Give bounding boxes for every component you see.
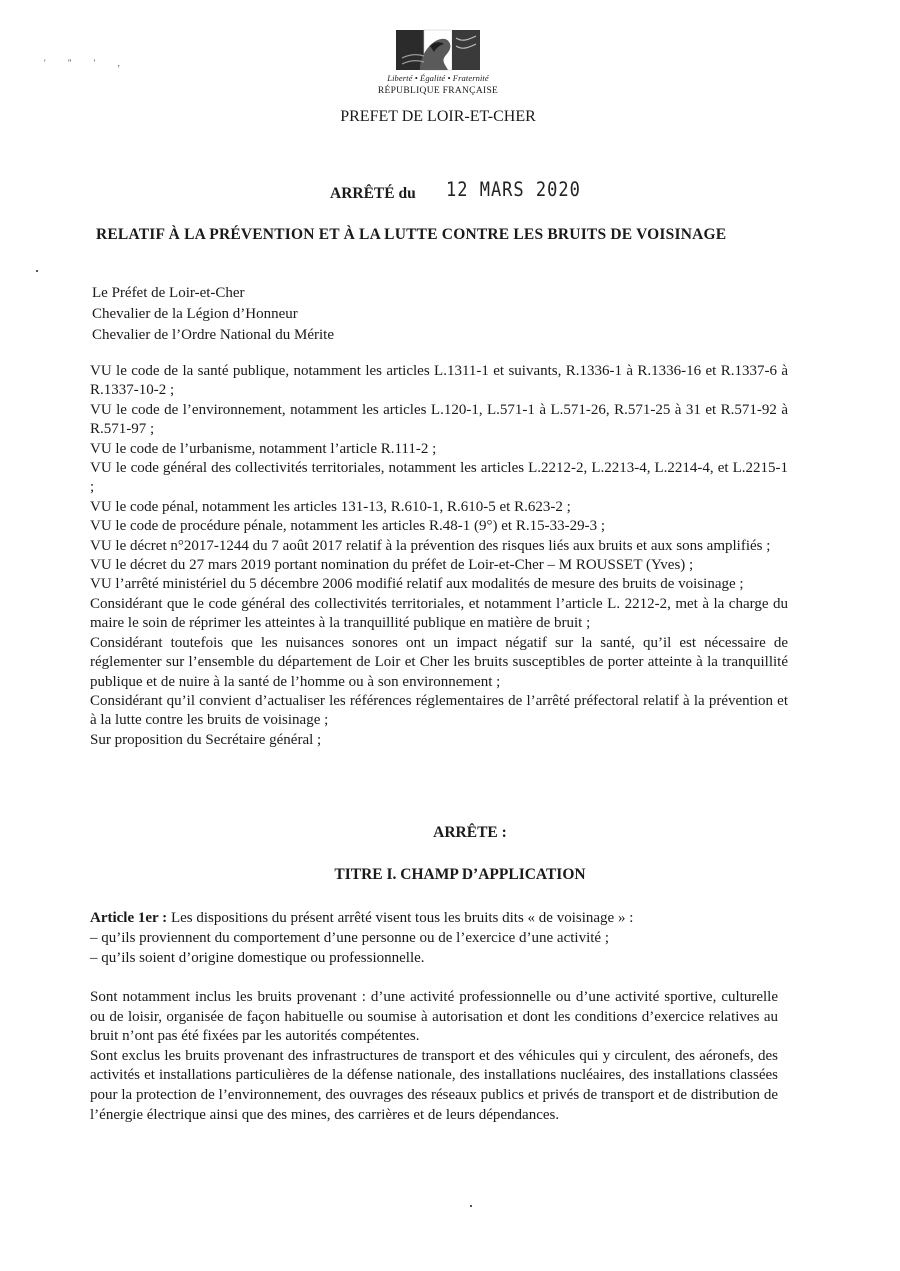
visa-item: VU l’arrêté ministériel du 5 décembre 2006 modifié relatif aux modalités de mesure des bruits de voisinage ; [90, 576, 744, 593]
scan-speck [470, 1205, 472, 1207]
considerant-item: Considérant qu’il convient d’actualiser les références réglementaires de l’arrêté préfectoral relatif à la prévention et à la lutte contre les bruits de voisinage ; [90, 692, 788, 729]
scope-paragraphs [90, 988, 778, 1125]
visa-item: VU le code général des collectivités territoriales, notamment les articles L.2212-2, L.2213-4, L.2214-4, et L.2215-1 ; [90, 460, 788, 496]
signatory-line: Le Préfet de Loir-et-Cher [92, 285, 245, 301]
prefecture-name: PREFET DE LOIR-ET-CHER [340, 108, 536, 125]
exclusions-paragraph: Sont exclus les bruits provenant des infrastructures de transport et des véhicules qui y circulent, des aéronefs, des activités et installations particulières de la défense nationale, des installations nucléaires, des installations classées pour la protection de l’environnement, des ouvrages des réseaux publics et privés de transport et de distribution de l’énergie électrique ainsi que des mines, des carrières et de leurs dépendances. [90, 1047, 778, 1123]
considerant-item: Considérant que le code général des collectivités territoriales, et notamment l’article L. 2212-2, met à la charge du maire le soin de réprimer les atteintes à la tranquillité publique en matière de bruit ; [90, 595, 788, 632]
signatory-line: Chevalier de l’Ordre National du Mérite [92, 327, 334, 343]
visa-item: VU le code de la santé publique, notamment les articles L.1311-1 et suivants, R.1336-1 à R.1336-16 et R.1337-6 à R.1337-10-2 ; [90, 363, 788, 399]
visas-section [90, 362, 788, 750]
titre-heading: TITRE I. CHAMP D’APPLICATION [334, 866, 586, 883]
article-1-intro [90, 908, 788, 928]
arrete-label: ARRÊTÉ du [330, 185, 416, 202]
article-1-label: Article 1er : [90, 910, 168, 926]
article-1 [90, 908, 788, 968]
visa-item: VU le code de procédure pénale, notamment les articles R.48-1 (9°) et R.15-33-29-3 ; [90, 518, 605, 535]
scan-specks: ' " ' , [44, 58, 130, 68]
article-1-item: – qu’ils soient d’origine domestique ou professionnelle. [90, 950, 425, 966]
arrete-heading: ARRÊTE : [433, 824, 507, 841]
article-1-text: Les dispositions du présent arrêté visent tous les bruits dits « de voisinage » : [167, 910, 634, 926]
visa-item: VU le décret du 27 mars 2019 portant nomination du préfet de Loir-et-Cher – M ROUSSET (Yves) ; [90, 557, 694, 574]
inclusions-paragraph: Sont notamment inclus les bruits provenant : d’une activité professionnelle ou d’une activité sportive, culturelle ou de loisir, organisée de façon habituelle ou soumise à autorisation et dont les conditions d’exercice relatives au bruit n’ont pas été fixées par les autorités compétentes. [90, 989, 778, 1045]
signatory-line: Chevalier de la Légion d’Honneur [92, 306, 298, 322]
marianne-logo-block [372, 28, 504, 96]
article-1-item: – qu’ils proviennent du comportement d’une personne ou de l’exercice d’une activité ; [90, 930, 609, 946]
republique-francaise: RÉPUBLIQUE FRANÇAISE [377, 86, 499, 96]
visa-item: VU le code de l’environnement, notamment les articles L.120-1, L.571-1 à L.571-26, R.571-25 à 31 et R.571-92 à R.571-97 ; [90, 401, 788, 438]
date-stamp: 12 MARS 2020 [446, 178, 581, 202]
scan-speck [36, 270, 38, 272]
visa-item: VU le décret n°2017-1244 du 7 août 2017 relatif à la prévention des risques liés aux bruits et aux sons amplifiés ; [90, 537, 771, 554]
signatory-titles [92, 283, 334, 346]
visa-item: VU le code pénal, notamment les articles 131-13, R.610-1, R.610-5 et R.623-2 ; [90, 498, 571, 515]
considerant-item: Considérant toutefois que les nuisances sonores ont un impact négatif sur la santé, qu’il est nécessaire de réglementer sur l’ensemble du département de Loir et Cher les bruits susceptibles de porter atteinte à la tranquillité publique et de nuire à la santé de l’homme ou à son environnement ; [90, 634, 788, 690]
visa-item: VU le code de l’urbanisme, notamment l’article R.111-2 ; [90, 440, 437, 457]
arrete-subject: RELATIF À LA PRÉVENTION ET À LA LUTTE CONTRE LES BRUITS DE VOISINAGE [96, 226, 727, 243]
republic-motto: Liberté • Égalité • Fraternité [387, 73, 489, 83]
proposition-line: Sur proposition du Secrétaire général ; [90, 731, 322, 748]
marianne-logo-icon [390, 28, 486, 72]
